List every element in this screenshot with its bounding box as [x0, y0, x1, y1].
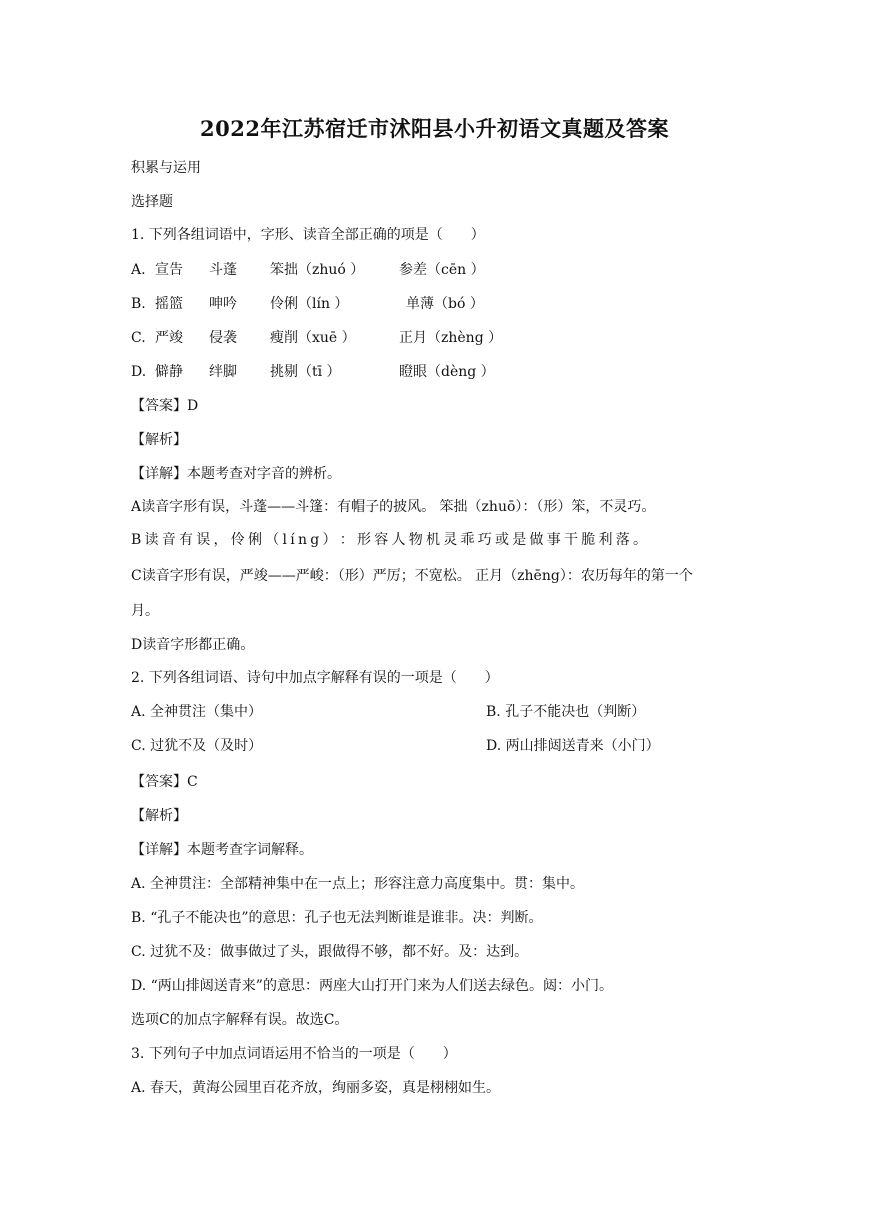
- q1-option-label: A.: [131, 262, 146, 278]
- q1-explanation-d: D读音字形都正确。: [131, 637, 255, 653]
- q1-explanation-a: A读音字形有误，斗蓬——斗篷：有帽子的披风。 笨拙（zhuō）：（形）笨，不灵巧。: [131, 499, 656, 515]
- q1-option-word: 正月（zhèng ）: [399, 330, 503, 346]
- q1-option-word: 斗蓬: [209, 262, 237, 278]
- q1-option-word: 参差（cēn ）: [399, 262, 485, 278]
- q2-explanation-b: B. “孔子不能决也”的意思：孔子也无法判断谁是谁非。决：判断。: [131, 910, 543, 926]
- q2-answer: 【答案】C: [131, 774, 198, 790]
- q2-option-label: A.: [131, 704, 146, 720]
- q2-option-text: 过犹不及（及时）: [150, 738, 263, 754]
- q2-conclusion: 选项C的加点字解释有误。故选C。: [131, 1012, 349, 1028]
- q2-option-b: [486, 702, 645, 722]
- q1-option-word: 笨拙（zhuó ）: [270, 262, 365, 278]
- subsection-heading: 选择题: [131, 194, 173, 210]
- q2-option-text: 孔子不能决也（判断）: [505, 704, 646, 720]
- q1-explanation-b: B 读 音 有 误 ， 伶 俐 （ l í n g ） ： 形 容 人 物 机 灵 乖 巧 或 是 做 事 干 脆 利 落 。: [131, 532, 647, 548]
- q2-option-label: D.: [486, 738, 502, 754]
- q1-option-label: C.: [131, 330, 146, 346]
- q1-option-label: D.: [131, 364, 147, 380]
- q1-option-word: 宣告: [155, 262, 183, 278]
- q2-analysis-heading: 【解析】: [131, 808, 187, 824]
- q1-option-word: 挑剔（tī ）: [270, 364, 341, 380]
- q1-option-word: 摇篮: [155, 296, 183, 312]
- q1-option-word: 僻静: [155, 364, 183, 380]
- q1-answer: 【答案】D: [131, 398, 199, 414]
- q1-option-word: 瘦削（xuē ）: [270, 330, 356, 346]
- q2-option-label: C.: [131, 738, 146, 754]
- q2-option-text: 两山排闼送青来（小门）: [505, 738, 660, 754]
- q2-explanation-a: A. 全神贯注：全部精神集中在一点上；形容注意力高度集中。贯：集中。: [131, 876, 585, 892]
- document-title: 2022年江苏宿迁市沭阳县小升初语文真题及答案: [200, 116, 669, 141]
- q2-option-d: [486, 736, 660, 756]
- section-heading: 积累与运用: [131, 160, 201, 176]
- q2-stem: 2. 下列各组词语、诗句中加点字解释有误的一项是（ ）: [131, 670, 499, 686]
- q1-option-label: B.: [131, 296, 146, 312]
- q3-option-a: A. 春天，黄海公园里百花齐放，绚丽多姿，真是栩栩如生。: [131, 1080, 501, 1096]
- q1-option-word: 单薄（bó ）: [406, 296, 484, 312]
- q1-option-word: 绊脚: [209, 364, 237, 380]
- q2-option-text: 全神贯注（集中）: [150, 704, 263, 720]
- q1-detail: 【详解】本题考查对字音的辨析。: [131, 466, 341, 482]
- q1-option-word: 侵袭: [209, 330, 237, 346]
- q2-explanation-c: C. 过犹不及：做事做过了头，跟做得不够，都不好。及：达到。: [131, 944, 529, 960]
- q2-option-label: B.: [486, 704, 501, 720]
- q2-explanation-d: D. “两山排闼送青来”的意思：两座大山打开门来为人们送去绿色。闼：小门。: [131, 978, 613, 994]
- q1-option-word: 严竣: [155, 330, 183, 346]
- q1-analysis-heading: 【解析】: [131, 432, 187, 448]
- q1-explanation-c: C读音字形有误，严竣——严峻：（形）严厉；不宽松。 正月（zhēng）：农历每年的第一个: [131, 568, 693, 584]
- q2-option-a: [131, 702, 262, 722]
- q1-option-word: 瞪眼（dèng ）: [399, 364, 495, 380]
- q1-explanation-c-cont: 月。: [131, 603, 159, 619]
- q2-option-c: [131, 736, 262, 756]
- q3-stem: 3. 下列句子中加点词语运用不恰当的一项是（ ）: [131, 1046, 457, 1062]
- q1-option-word: 伶俐（lín ）: [270, 296, 349, 312]
- q2-detail: 【详解】本题考查字词解释。: [131, 842, 313, 858]
- q1-option-word: 呻吟: [209, 296, 237, 312]
- q1-stem: 1. 下列各组词语中，字形、读音全部正确的项是（ ）: [131, 227, 485, 243]
